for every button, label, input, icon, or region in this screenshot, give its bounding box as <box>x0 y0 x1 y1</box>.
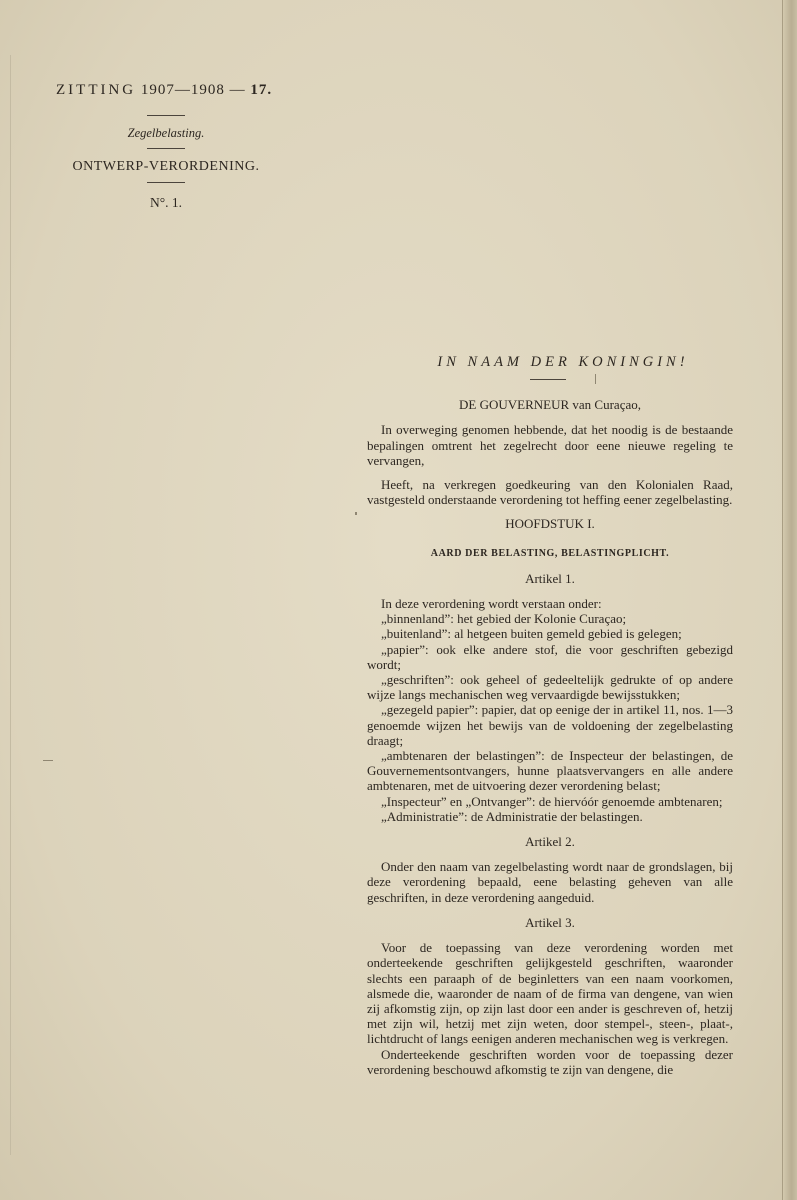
chapter-subtitle: AARD DER BELASTING, BELASTINGPLICHT. <box>430 547 670 559</box>
article-1-intro: In deze verordening wordt verstaan onder: <box>381 596 602 612</box>
session-line <box>56 82 276 99</box>
article-3-title: Artikel 3. <box>525 914 575 930</box>
motto-heading: IN NAAM DER KONINGIN! <box>437 354 689 370</box>
speckle <box>355 512 357 515</box>
session-years: 1907—1908 — <box>140 82 246 98</box>
header-rule <box>147 115 185 116</box>
article-2-text: Onder den naam van zegelbelasting wordt naar de grondslagen, bij deze verordening bepaald, eene belasting geheven van alle geschriften, in deze verordening aangeduid. <box>367 859 733 905</box>
page-edge <box>782 0 797 1200</box>
article-1-title: Artikel 1. <box>525 570 575 586</box>
definition-item: „geschriften”: ook geheel of gedeeltelijk gedrukte of op andere wijze langs mechanischen weg vervaardigde bewijsstukken; <box>367 672 733 703</box>
fold-line <box>10 55 11 1155</box>
subject-rule <box>147 148 185 149</box>
governor-line: DE GOUVERNEUR van Curaçao, <box>459 397 641 413</box>
enactment-paragraph: Heeft, na verkregen goedkeuring van den Kolonialen Raad, vastgesteld onderstaande verordening tot heffing eener zegelbelasting. <box>367 477 733 508</box>
session-number: 17. <box>250 82 273 98</box>
document-header <box>56 82 276 211</box>
definition-item: „Administratie”: de Administratie der belastingen. <box>381 808 643 824</box>
title-rule <box>147 182 185 183</box>
definition-item: „Inspecteur” en „Ontvanger”: de hiervóór genoemde ambtenaren; <box>381 793 723 809</box>
article-2-title: Artikel 2. <box>525 834 575 850</box>
definition-item: „gezegeld papier”: papier, dat op eenige der in artikel 11, nos. 1—3 genoemde wijzen het bewijs van de voldoening der zegelbelasting draagt; <box>367 702 733 748</box>
article-3-text: Voor de toepassing van deze verordening worden met onderteekende geschriften gelijkgesteld geschriften, waaronder slechts een paraaph of de beginletters van een naam voorkomen, alsmede die, waaronder de naam of de firma van dengene, van wien zij afkomstig zijn, op zijn last door een ander is geschreven of, hetzij met zijn wil, hetzij met zijn weten, door stempel-, steen-, plaat-, lichtdrucht of langs eenigen anderen mechanischen weg is verkregen. <box>367 940 733 1047</box>
motto-rule <box>530 379 566 380</box>
article-3-text-continued: Onderteekende geschriften worden voor de toepassing dezer verordening beschouwd afkomstig te zijn van dengene, die <box>367 1046 733 1077</box>
ordinance-title: ONTWERP-VERORDENING. <box>72 159 260 174</box>
session-label: ZITTING <box>56 82 137 98</box>
consideration-paragraph: In overweging genomen hebbende, dat het noodig is de bestaande bepalingen omtrent het zegelrecht door eene nieuwe regeling te vervangen, <box>367 422 733 468</box>
definition-item: „ambtenaren der belastingen”: de Inspecteur der belastingen, de Gouvernementsontvangers, hunne plaatsvervangers en alle andere ambtenaren, met de uitvoering dezer verordening belast; <box>367 748 733 794</box>
definition-item: „binnenland”: het gebied der Kolonie Curaçao; <box>381 611 627 627</box>
main-column <box>367 355 733 1077</box>
definition-item: „buitenland”: al hetgeen buiten gemeld gebied is gelegen; <box>381 626 682 642</box>
ordinance-number: N°. 1. <box>149 195 183 210</box>
subject-line: Zegelbelasting. <box>127 126 205 140</box>
speckle <box>43 760 53 761</box>
definition-item: „papier”: ook elke andere stof, die voor geschriften gebezigd wordt; <box>367 641 733 672</box>
chapter-heading: HOOFDSTUK I. <box>505 516 595 532</box>
